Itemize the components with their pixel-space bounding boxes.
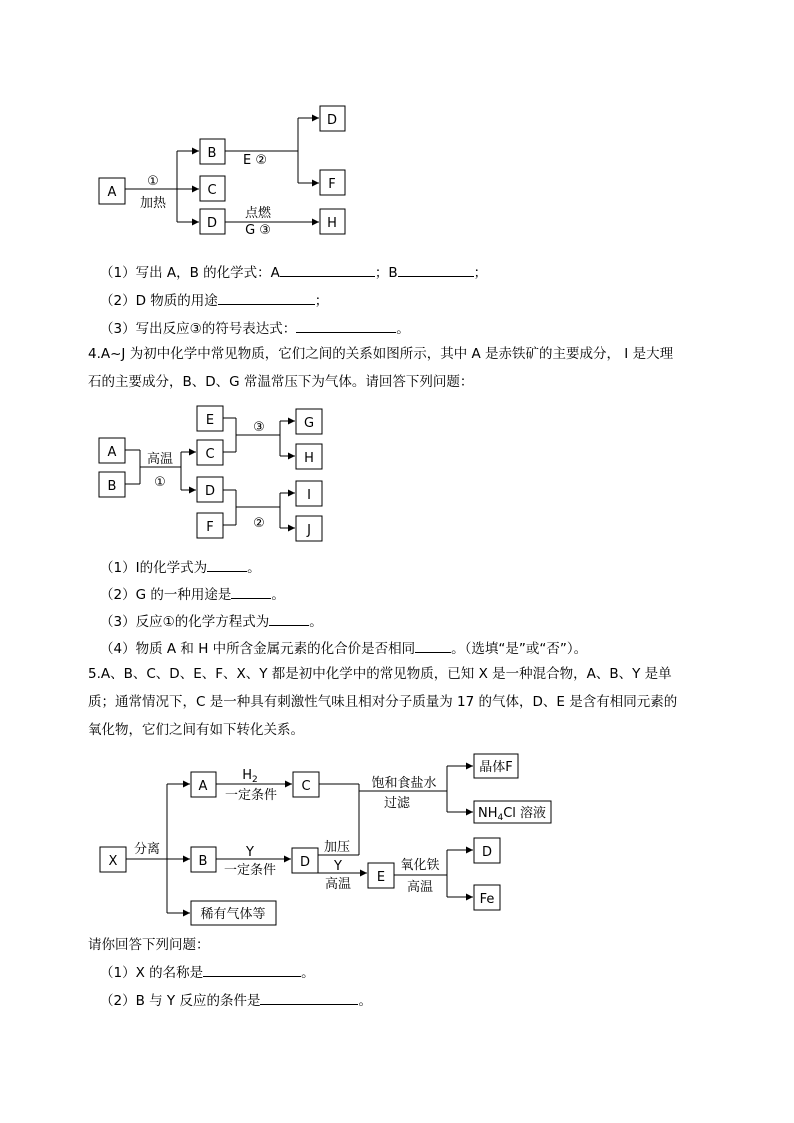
q3-answer-expr[interactable] [296, 318, 396, 333]
q4-l1-prefix: （1）I的化学式为 [100, 560, 208, 576]
q4-line-1 [100, 557, 261, 578]
d1-node-a: A [107, 185, 117, 200]
d3-node-fe: Fe [479, 892, 495, 907]
diagram-q5 [100, 754, 551, 925]
d2-node-c: C [205, 447, 215, 462]
d2-node-b: B [107, 479, 117, 494]
q3-line-2 [100, 290, 328, 311]
q4-answer-4[interactable] [415, 638, 451, 653]
q3-l3-prefix: （3）写出反应③的符号表达式： [100, 321, 297, 337]
q4-l3-end: 。 [309, 614, 323, 630]
q4-intro-1: 4.A~J 为初中化学中常见物质，它们之间的关系如图所示，其中 A 是赤铁矿的主要成分， I 是大理 [88, 346, 674, 362]
d1-label-e2: E ② [242, 153, 268, 168]
q3-l2-prefix: （2）D 物质的用途 [100, 293, 218, 309]
q5-l1-end: 。 [301, 965, 315, 981]
q5-l2-prefix: （2）B 与 Y 反应的条件是 [100, 993, 261, 1009]
d1-node-d-top: D [326, 113, 338, 128]
d3-label-pressure: 加压 [323, 840, 351, 855]
d3-node-d: D [299, 855, 311, 870]
q5-prompt: 请你回答下列问题： [88, 937, 210, 953]
q5-intro-3: 氧化物，它们之间有如下转化关系。 [88, 722, 304, 738]
d2-node-i: I [307, 488, 311, 503]
q4-line-2 [100, 584, 285, 605]
d3-nh4cl-pre: NH [478, 806, 498, 821]
q4-answer-3[interactable] [269, 611, 309, 626]
q5-line-2 [100, 990, 372, 1011]
d3-label-hightemp2: 高温 [406, 880, 434, 895]
d2-node-f: F [206, 520, 214, 535]
q4-l3-prefix: （3）反应①的化学方程式为 [100, 614, 270, 630]
d2-node-h: H [304, 451, 314, 466]
d1-node-d: D [206, 216, 218, 231]
q3-l1-end: ； [473, 265, 488, 281]
d3-label-ironoxide: 氧化铁 [400, 858, 440, 873]
q5-l2-end: 。 [358, 993, 372, 1009]
q3-answer-b[interactable] [398, 262, 474, 277]
d3-node-b: B [198, 854, 208, 869]
d3-label-filter: 过滤 [383, 796, 411, 811]
q4-l2-end: 。 [271, 587, 285, 603]
d1-node-c: C [207, 183, 217, 198]
d3-nh4cl-sub: 4 [497, 813, 504, 823]
d2-node-d: D [204, 484, 216, 499]
d3-node-d-out: D [481, 845, 493, 860]
q5-intro-2: 质；通常情况下，C 是一种具有刺激性气味且相对分子质量为 17 的气体，D、E 是含有相同元素的 [88, 694, 678, 710]
diagram-1 [99, 106, 345, 238]
d1-label-ignite: 点燃 [244, 206, 272, 221]
q4-intro-2: 石的主要成分，B、D、G 常温常压下为气体。请回答下列问题： [88, 374, 474, 390]
d3-label-h: H [242, 768, 253, 783]
d3-label-h2 [242, 768, 258, 785]
q4-l1-end: 。 [247, 560, 261, 576]
q3-l1-prefix: （1）写出 A，B 的化学式：A [100, 265, 280, 281]
d3-node-x: X [108, 854, 118, 869]
d3-node-c: C [301, 779, 311, 794]
d2-label-step1: ① [154, 475, 166, 490]
d3-label-hightemp: 高温 [324, 877, 352, 892]
q4-answer-1[interactable] [207, 557, 247, 572]
d2-label-step3: ③ [253, 420, 265, 435]
q3-l2-end: ； [314, 293, 329, 309]
d3-label-h-sub: 2 [252, 775, 258, 785]
d2-label-step2: ② [253, 516, 265, 531]
q3-l1-mid: ；B [374, 265, 398, 281]
d3-node-rare: 稀有气体等 [200, 907, 266, 922]
d2-label-hightemp: 高温 [146, 452, 174, 467]
q3-answer-use[interactable] [218, 290, 315, 305]
d2-node-e: E [205, 413, 215, 428]
d3-label-y: Y [246, 845, 254, 860]
d3-label-separate: 分离 [133, 842, 161, 857]
q4-line-4 [100, 638, 587, 659]
d3-nh4cl-post: Cl 溶液 [503, 806, 547, 821]
q5-answer-1[interactable] [203, 962, 301, 977]
q3-line-3 [100, 318, 410, 339]
d1-label-g3: G ③ [245, 223, 271, 238]
d1-node-h: H [327, 216, 337, 231]
d3-node-nh4cl [478, 805, 546, 823]
q4-l2-prefix: （2）G 的一种用途是 [100, 587, 232, 603]
d2-node-j: J [307, 523, 311, 538]
d3-node-e: E [376, 870, 386, 885]
q5-answer-2[interactable] [260, 990, 358, 1005]
d2-node-g: G [303, 416, 315, 431]
q4-line-3 [100, 611, 323, 632]
d1-label-step1: ① [147, 174, 159, 189]
q4-answer-2[interactable] [231, 584, 271, 599]
q3-line-1 [100, 262, 487, 283]
q4-l4-prefix: （4）物质 A 和 H 中所含金属元素的化合价是否相同 [100, 641, 416, 657]
d1-node-f: F [328, 177, 336, 192]
d3-node-a: A [198, 779, 208, 794]
q4-l4-end: 。（选填“是”或“否”）。 [451, 641, 588, 657]
q3-l3-end: 。 [396, 321, 410, 337]
q5-line-1 [100, 962, 315, 983]
q3-answer-a[interactable] [280, 262, 375, 277]
d1-label-heat: 加热 [139, 196, 167, 211]
d3-label-y2: Y [334, 859, 342, 874]
d2-node-a: A [107, 445, 117, 460]
d3-label-brine: 饱和食盐水 [371, 776, 437, 791]
d3-label-cond1: 一定条件 [224, 788, 278, 803]
d3-label-cond2: 一定条件 [223, 863, 277, 878]
q5-intro-1: 5.A、B、C、D、E、F、X、Y 都是初中化学中的常见物质，已知 X 是一种混合物，A、B、Y 是单 [88, 666, 672, 682]
d1-node-b: B [207, 146, 217, 161]
d3-node-crystal-f: 晶体F [479, 760, 513, 775]
diagram-q4 [99, 406, 322, 541]
q5-l1-prefix: （1）X 的名称是 [100, 965, 204, 981]
